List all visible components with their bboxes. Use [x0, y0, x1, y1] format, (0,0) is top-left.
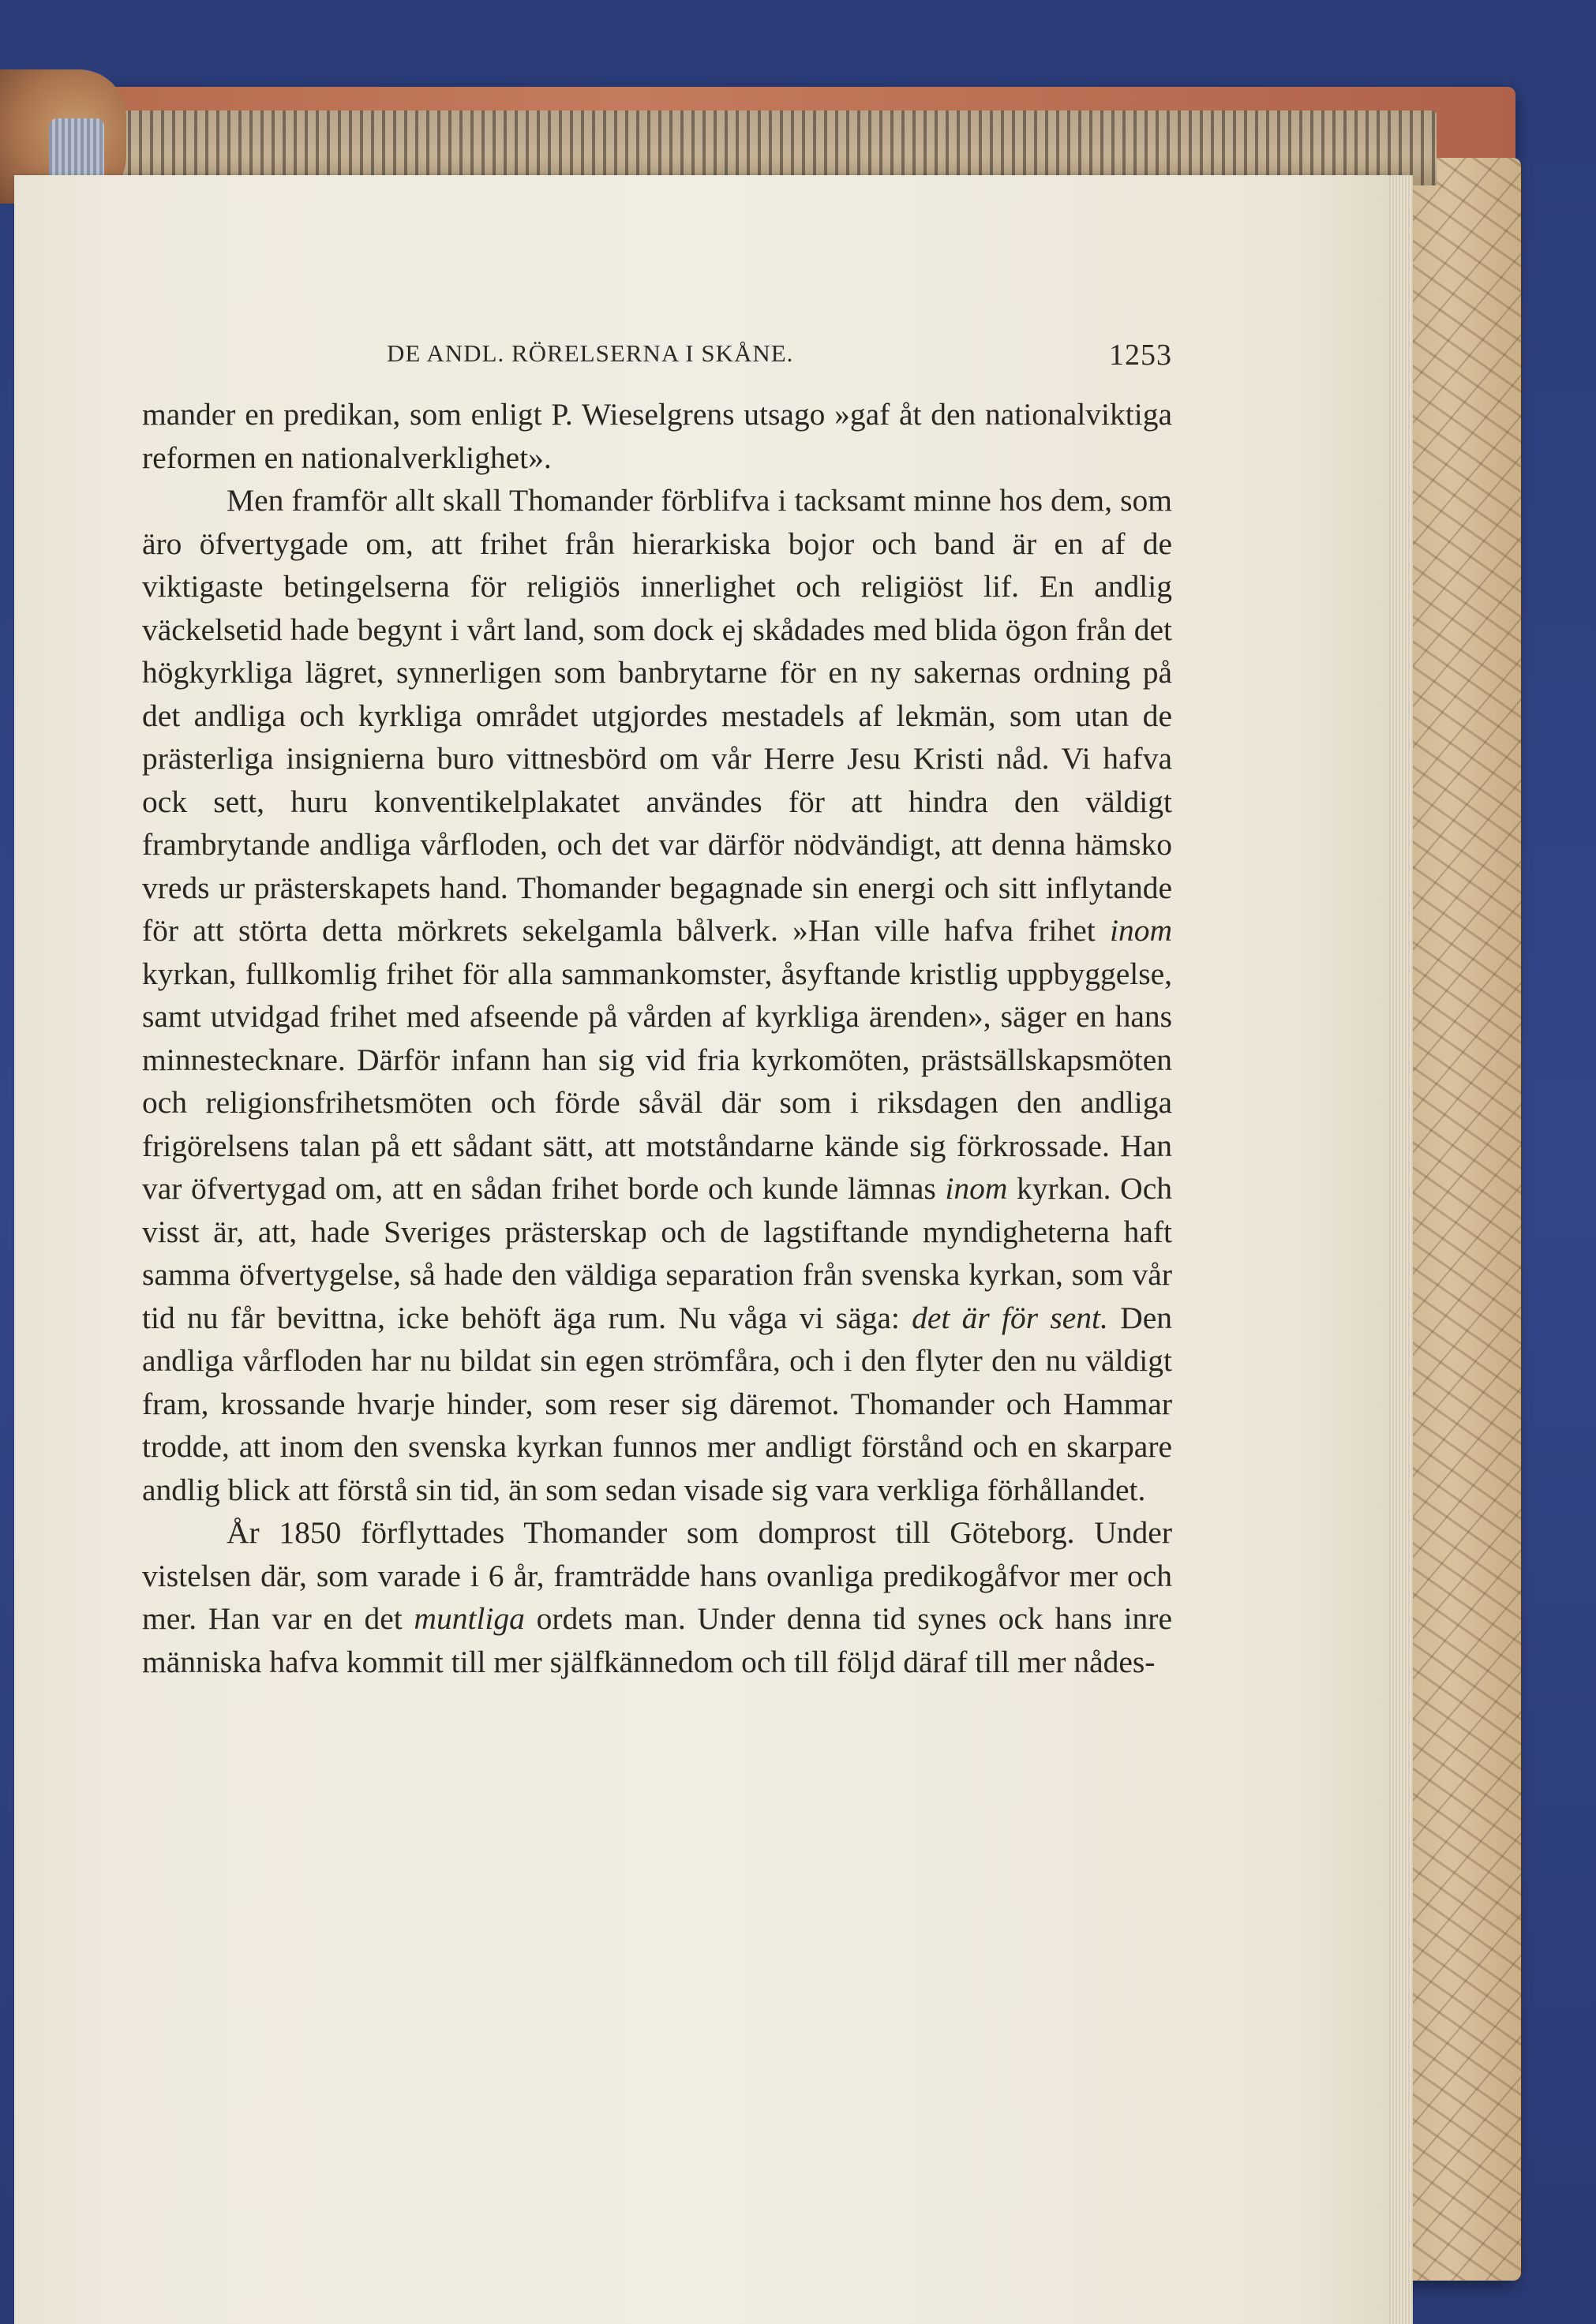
paragraph-text: kyrkan, fullkomlig frihet för alla sammankomster, åsyftande kristlig uppbyggelse, samt utvidgad frihet med afseende på vården af kyrkliga ärenden», säger en hans minnestecknare. Därför infann han sig vid fria kyrkomöten, prästsällskapsmöten och religionsfrihetsmöten och förde såväl där som i riksdagen den andliga frigörelsens talan på ett sådant sätt, att motståndarne kände sig förkrossade. Han var öfvertygad om, att en sådan frihet borde och kunde lämnas	[142, 956, 1172, 1206]
italic-text: inom	[1110, 913, 1172, 948]
paragraph	[142, 1511, 1172, 1683]
paragraph-text: Den andliga vårfloden har nu bildat sin egen strömfåra, och i den flyter den nu väldigt fram, krossande hvarje hinder, som reser sig däremot. Thomander och Hammar trodde, att inom den svenska kyrkan funnos mer andligt förstånd och en skarpare andlig blick att förstå sin tid, än som sedan visade sig vara verkliga förhållandet.	[142, 1300, 1172, 1507]
page-content	[142, 324, 1172, 1683]
italic-text: muntliga	[414, 1601, 525, 1636]
paragraph-text: År 1850 förflyttades Thomander som domprost till Göteborg. Under vistelsen där, som varade i 6 år, framträdde hans ovanliga predikogåfvor mer och mer. Han var en det	[142, 1515, 1172, 1636]
paragraph-text: mander en predikan, som enligt P. Wieselgrens utsago »gaf åt den nationalviktiga reformen en nationalverklighet».	[142, 397, 1172, 475]
paragraph-text: kyrkan. Och visst är, att, hade Sveriges prästerskap och de lagstiftande myndigheterna haft samma öfvertygelse, så hade den väldiga separation från svenska kyrkan, som vår tid nu får bevittna, icke behöft äga rum. Nu våga vi säga:	[142, 1171, 1172, 1335]
paragraph	[142, 393, 1172, 479]
page-block-top-edge	[95, 110, 1437, 185]
page-number: 1253	[1109, 339, 1172, 372]
paragraph-text: ordets man. Under denna tid synes ock hans inre människa hafva kommit till mer själfkännedom och till följd däraf till mer nådes-	[142, 1601, 1172, 1679]
italic-text: det är för sent.	[912, 1300, 1108, 1335]
page-stack-edge	[1389, 175, 1413, 2324]
paragraph	[142, 479, 1172, 1511]
running-head	[142, 324, 1172, 371]
body-text	[142, 393, 1172, 1683]
running-head-title: DE ANDL. RÖRELSERNA I SKÅNE.	[387, 339, 794, 367]
italic-text: inom	[945, 1171, 1008, 1206]
paragraph-text: Men framför allt skall Thomander förblifva i tacksamt minne hos dem, som äro öfvertygade om, att frihet från hierarkiska bojor och band är en af de viktigaste betingelserna för religiös innerlighet och religiöst lif. En andlig väckelsetid hade begynt i vårt land, som dock ej skådades med blida ögon från det högkyrkliga lägret, synnerligen som banbrytarne för en ny sakernas ordning på det andliga och kyrkliga området utgjordes mestadels af lekmän, som utan de prästerliga insignierna buro vittnesbörd om vår Herre Jesu Kristi nåd. Vi hafva ock sett, huru konventikelplakatet användes för att hindra den väldigt frambrytande andliga vårfloden, och det var därför nödvändigt, att denna hämsko vreds ur prästerskapets hand. Thomander begagnade sin energi och sitt inflytande för att störta detta mörkrets sekelgamla bålverk. »Han ville hafva frihet	[142, 483, 1172, 948]
